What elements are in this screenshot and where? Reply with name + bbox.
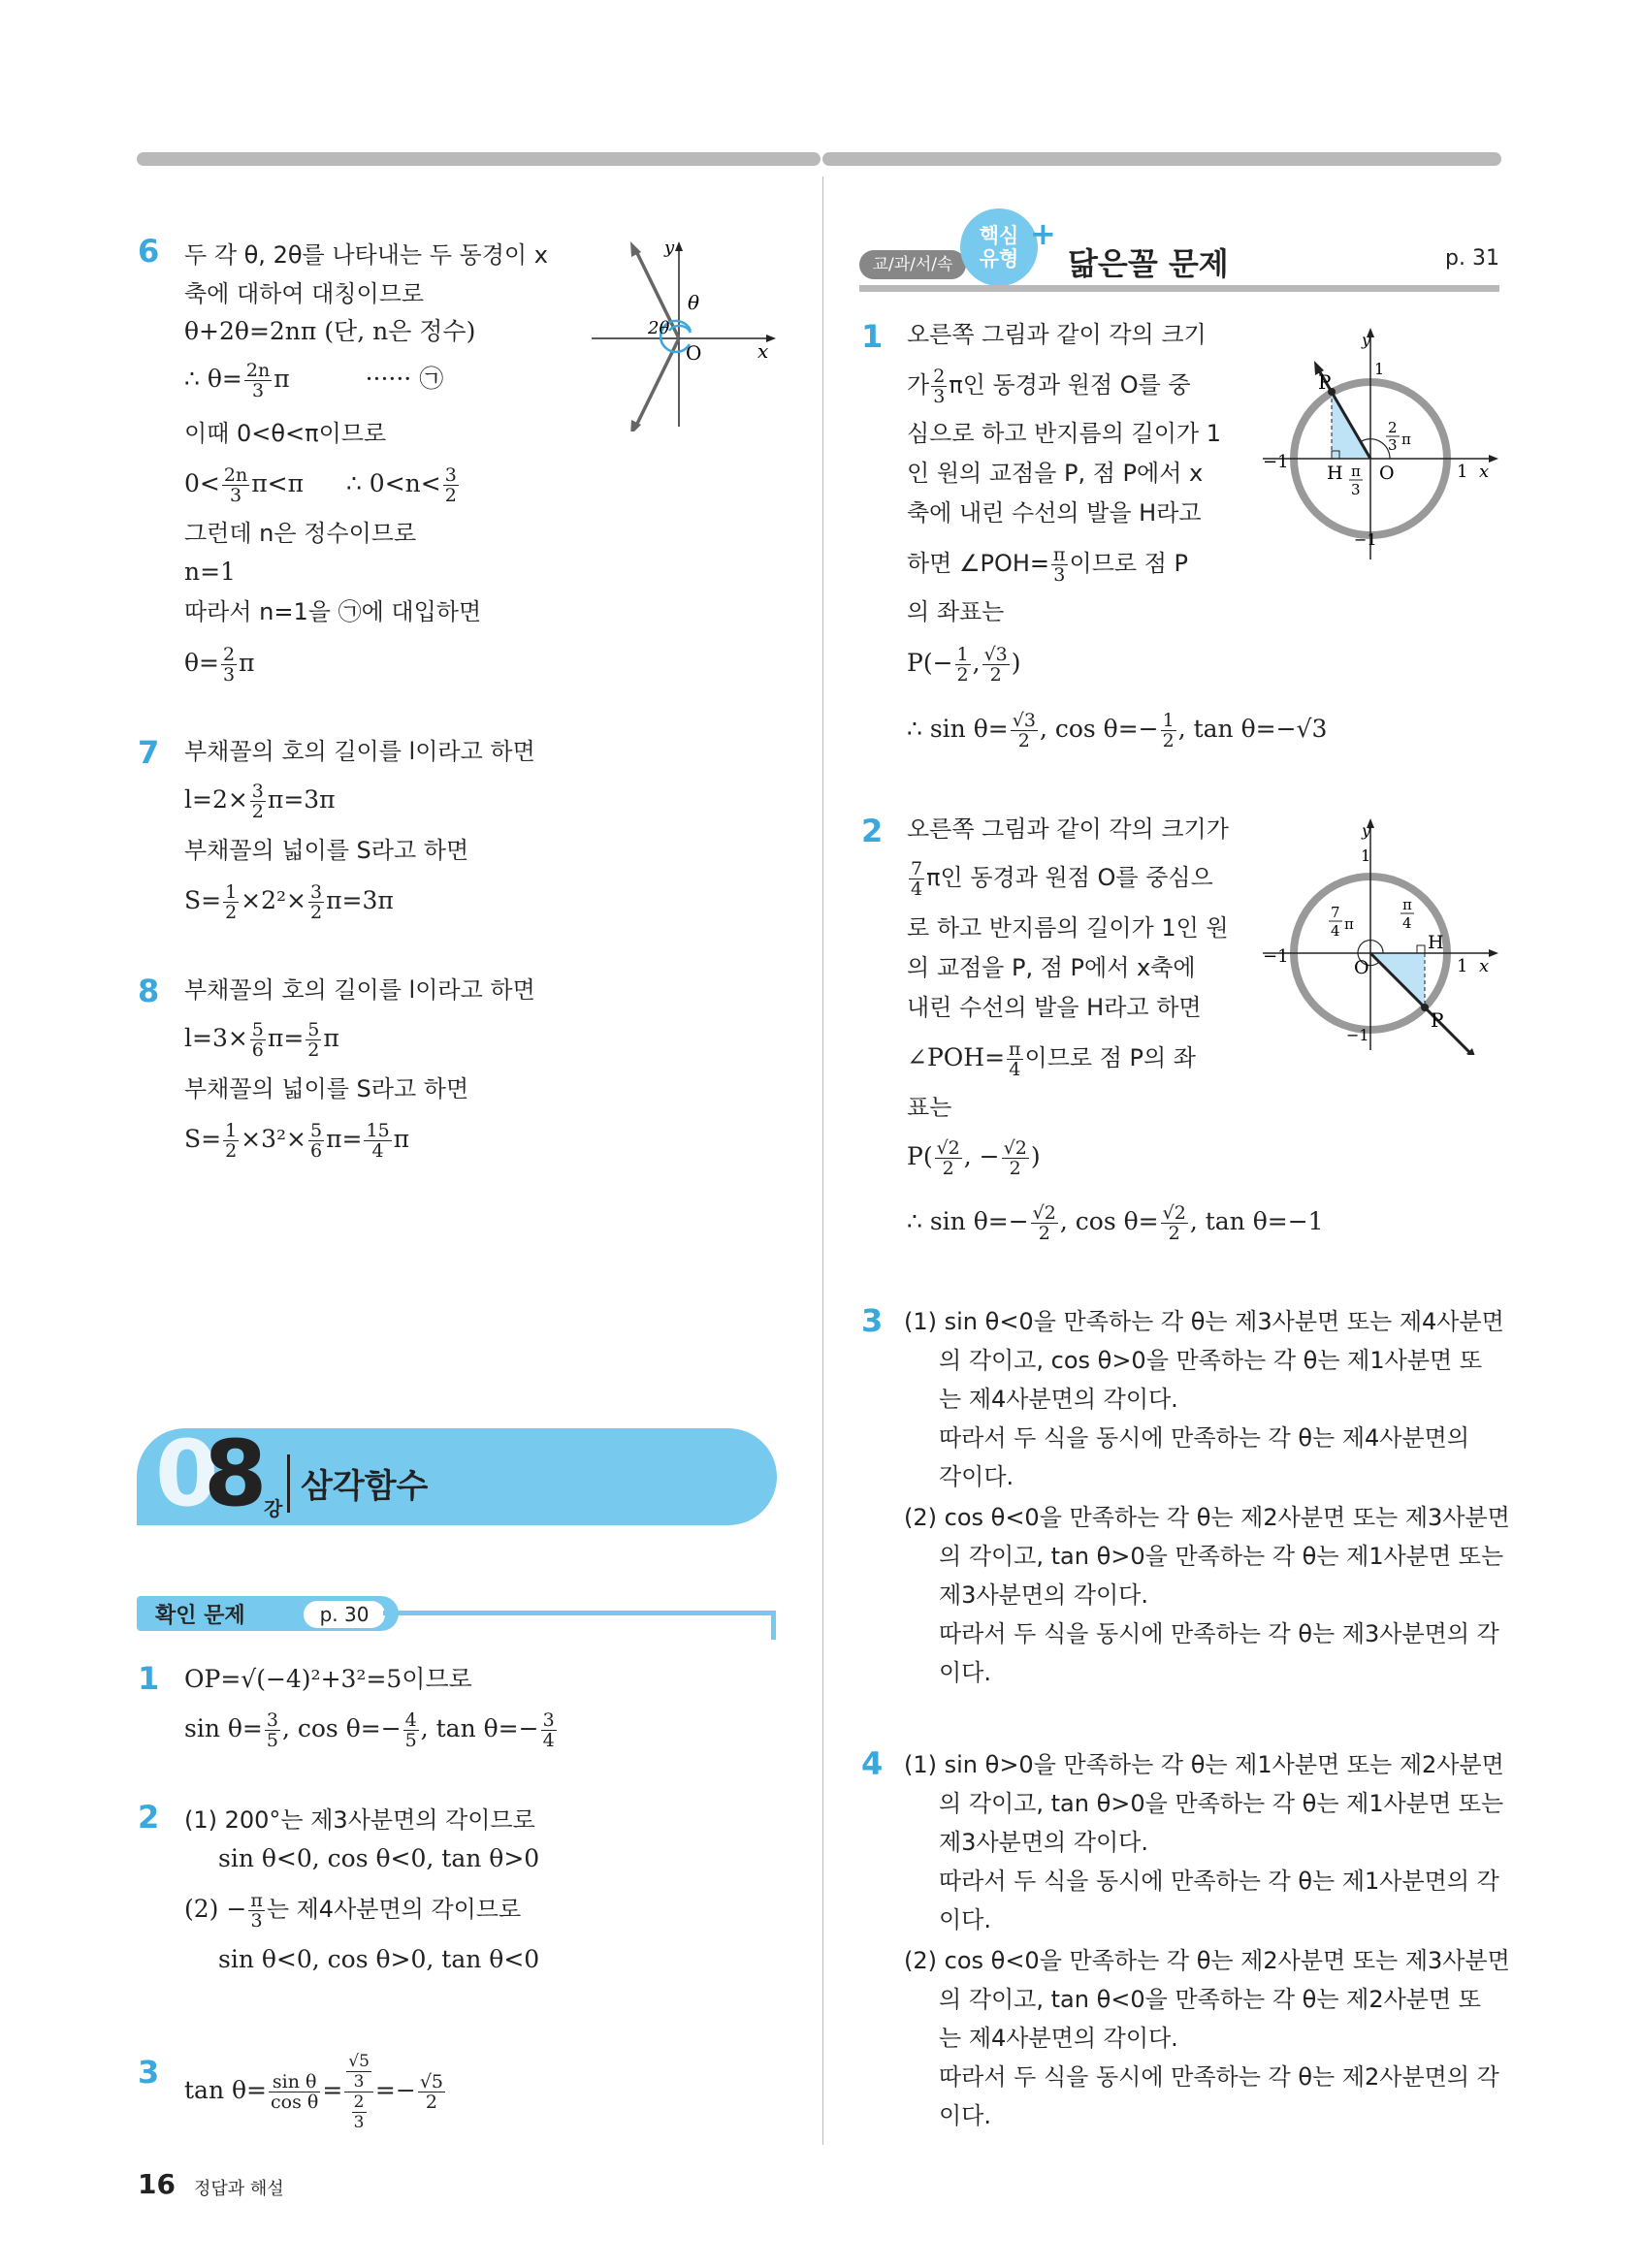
similar-problems-title: 닮은꼴 문제: [1068, 245, 1229, 282]
similar-problems-page: p. 31: [1445, 246, 1499, 271]
c2-line-3: (2) − $\frac{\pi}{3}$ 는 제4사분면의 각이므로: [184, 1890, 522, 1932]
q2-line-8: P( $\frac{√2}{2}$ , − $\frac{√2}{2}$ ): [907, 1137, 1041, 1179]
q1-fig-h: H: [1327, 463, 1343, 484]
p7-line-1: 부채꼴의 호의 길이를 l이라고 하면: [184, 738, 535, 765]
q2-fig-angle-den: 4: [1331, 922, 1340, 940]
q1-fig-small-num: π: [1351, 463, 1361, 480]
q2-line-1: 오른쪽 그림과 같이 각의 크기가: [907, 815, 1229, 843]
q3-line-2: 의 각이고, cos θ>0을 만족하는 각 θ는 제1사분면 또: [939, 1347, 1483, 1374]
c2-line-1: (1) 200°는 제3사분면의 각이므로: [184, 1806, 535, 1834]
q3-line-1: (1) sin θ<0을 만족하는 각 θ는 제3사분면 또는 제4사분면: [904, 1308, 1504, 1335]
footer-label: 정답과 해설: [194, 2179, 284, 2199]
section-title: 삼각함수: [301, 1467, 429, 1506]
check-2-number: 2: [138, 1799, 160, 1836]
q3-line-8: 제3사분면의 각이다.: [939, 1581, 1148, 1609]
q3-line-9: 따라서 두 식을 동시에 만족하는 각 θ는 제3사분면의 각: [939, 1620, 1499, 1647]
q2-fig-x: x: [1479, 956, 1490, 976]
q2-line-3: 로 하고 반지름의 길이가 1인 원: [907, 914, 1229, 942]
p8-line-1: 부채꼴의 호의 길이를 l이라고 하면: [184, 976, 535, 1004]
q4-line-6: (2) cos θ<0을 만족하는 각 θ는 제2사분면 또는 제3사분면: [904, 1947, 1510, 1974]
q2-line-2: $\frac{7}{4}$ π인 동경과 원점 O를 중심으: [911, 858, 1213, 900]
q2-fig-small-num: π: [1402, 896, 1412, 913]
p8-line-4: S= $\frac{1}{2}$ ×3²× $\frac{5}{6}$ π= $\frac{15}{4}$ π: [184, 1120, 410, 1162]
check-3-number: 3: [138, 2054, 160, 2091]
check-tab-rule-end: [771, 1611, 776, 1640]
q1-line-8: P(− $\frac{1}{2}$ , $\frac{√3}{2}$ ): [907, 644, 1021, 686]
q2-unit-circle-figure: [1261, 813, 1503, 1055]
fig6-origin-label: O: [686, 341, 702, 365]
question-2-number: 2: [861, 813, 884, 849]
q1-fig-one-top: 1: [1374, 360, 1385, 378]
q4-line-3: 제3사분면의 각이다.: [939, 1829, 1148, 1856]
q4-line-9: 따라서 두 식을 동시에 만족하는 각 θ는 제2사분면의 각: [939, 2063, 1499, 2091]
p6-line-5: 이때 0<θ<π이므로: [184, 420, 387, 447]
section-divider-bar: [287, 1454, 290, 1513]
p6-line-6: 0< $\frac{2n}{3}$ π<π ∴ 0<n< $\frac{3}{2}$: [184, 464, 457, 506]
p7-line-4: S= $\frac{1}{2}$ ×2²× $\frac{3}{2}$ π=3π: [184, 881, 394, 923]
q1-fig-one-right: 1: [1457, 462, 1468, 482]
q4-line-8: 는 제4사분면의 각이다.: [939, 2025, 1178, 2052]
q1-line-6: 하면 ∠POH= $\frac{\pi}{3}$ 이므로 점 P: [907, 544, 1189, 586]
q1-fig-o: O: [1379, 463, 1395, 484]
q4-line-5: 이다.: [939, 1906, 991, 1933]
q1-line-7: 의 좌표는: [907, 598, 1005, 625]
q3-line-3: 는 제4사분면의 각이다.: [939, 1386, 1178, 1413]
q2-fig-p: P: [1431, 1008, 1444, 1032]
p8-line-2: l=3× $\frac{5}{6}$ π= $\frac{5}{2}$ π: [184, 1019, 339, 1061]
q1-line-4: 인 원의 교점을 P, 점 P에서 x: [907, 460, 1204, 487]
q2-fig-o: O: [1354, 957, 1369, 978]
p7-line-2: l=2× $\frac{3}{2}$ π=3π: [184, 781, 336, 822]
q1-fig-x: x: [1479, 462, 1490, 482]
fig6-x-label: x: [757, 339, 769, 363]
check-problems-label: 확인 문제: [155, 1604, 245, 1628]
check-tab-rule: [383, 1611, 771, 1615]
top-rule-right: [822, 152, 1501, 166]
c1-line-2: sin θ= $\frac{3}{5}$ , cos θ=− $\frac{4}{5}$ , tan θ=− $\frac{3}{4}$: [184, 1709, 555, 1751]
q1-line-3: 심으로 하고 반지름의 길이가 1: [907, 420, 1221, 447]
q2-fig-y: y: [1362, 821, 1371, 840]
q1-fig-small-den: 3: [1351, 481, 1361, 498]
q2-line-4: 의 교점을 P, 점 P에서 x축에: [907, 954, 1196, 981]
q1-unit-circle-figure: [1261, 322, 1503, 564]
p6-line-10: θ= $\frac{2}{3}$ π: [184, 644, 255, 686]
q2-fig-angle-pi: π: [1344, 915, 1354, 933]
q3-line-4: 따라서 두 식을 동시에 만족하는 각 θ는 제4사분면의: [939, 1424, 1470, 1452]
column-divider: [822, 176, 823, 2145]
check-1-number: 1: [138, 1660, 160, 1697]
problem-7-number: 7: [138, 734, 160, 771]
section-gang-label: 강: [264, 1497, 283, 1520]
check-problems-page: p. 30: [304, 1601, 385, 1628]
q3-line-5: 각이다.: [939, 1463, 1014, 1490]
q2-fig-one-right: 1: [1457, 956, 1468, 976]
fig6-y-label: y: [664, 238, 675, 258]
fig6-2theta-label: 2θ: [648, 318, 670, 338]
problem-8-number: 8: [138, 973, 160, 1009]
page-number: 16: [138, 2168, 176, 2200]
q1-fig-y: y: [1362, 331, 1371, 349]
c2-line-2: sin θ<0, cos θ<0, tan θ>0: [218, 1844, 540, 1872]
q2-fig-neg-bottom: −1: [1346, 1026, 1369, 1044]
q1-fig-angle-num: 2: [1388, 419, 1398, 436]
q2-line-5: 내린 수선의 발을 H라고 하면: [907, 994, 1202, 1021]
textbook-label: 교/과/서/속: [859, 250, 966, 279]
p6-line-9: 따라서 n=1을 ㉠에 대입하면: [184, 598, 482, 625]
q2-fig-one-top: 1: [1361, 847, 1371, 865]
q2-line-9: ∴ sin θ=− $\frac{√2}{2}$ , cos θ= $\frac{√2}{2}$ , tan θ=−1: [907, 1202, 1324, 1244]
q2-line-6: ∠POH= $\frac{\pi}{4}$ 이므로 점 P의 좌: [907, 1038, 1196, 1080]
q2-fig-angle-num: 7: [1331, 904, 1340, 921]
q1-fig-angle-pi: π: [1401, 431, 1411, 448]
similar-problems-rule: [859, 285, 1499, 292]
fig6-theta-label: θ: [688, 291, 700, 314]
section-number: 8: [204, 1421, 268, 1527]
q2-line-7: 표는: [907, 1094, 952, 1121]
q1-fig-p: P: [1318, 370, 1332, 394]
q1-line-1: 오른쪽 그림과 같이 각의 크기: [907, 321, 1207, 348]
core-type-badge: 핵심 유형: [960, 208, 1038, 286]
p7-line-3: 부채꼴의 넓이를 S라고 하면: [184, 837, 469, 864]
c1-line-1: OP=√(−4)²+3²=5이므로: [184, 1665, 472, 1693]
q3-line-10: 이다.: [939, 1659, 991, 1686]
p6-line-2: 축에 대하여 대칭이므로: [184, 280, 425, 307]
p8-line-3: 부채꼴의 넓이를 S라고 하면: [184, 1075, 469, 1102]
q2-fig-h: H: [1428, 932, 1444, 953]
section-number-zero: 0: [155, 1421, 219, 1527]
question-3-number: 3: [861, 1302, 884, 1339]
q2-fig-neg-left: −1: [1263, 946, 1289, 967]
q3-line-7: 의 각이고, tan θ>0을 만족하는 각 θ는 제1사분면 또는: [939, 1543, 1504, 1570]
q1-line-2: 가 $\frac{2}{3}$ π인 동경과 원점 O를 중: [907, 366, 1191, 407]
q4-line-10: 이다.: [939, 2102, 991, 2129]
question-4-number: 4: [861, 1745, 884, 1782]
p6-line-8: n=1: [184, 558, 236, 586]
top-rule-left: [137, 152, 821, 166]
q3-line-6: (2) cos θ<0을 만족하는 각 θ는 제2사분면 또는 제3사분면: [904, 1504, 1510, 1531]
q1-line-5: 축에 내린 수선의 발을 H라고: [907, 499, 1202, 527]
q1-fig-neg-bottom: −1: [1354, 530, 1377, 549]
p6-line-4: ∴ θ= $\frac{2n}{3}$ π ······ ㉠: [184, 360, 444, 401]
q4-line-2: 의 각이고, tan θ>0을 만족하는 각 θ는 제1사분면 또는: [939, 1790, 1504, 1817]
c3-line: tan θ= $\frac{\text{sin θ}}{\text{cos θ}}$ = $\frac{\frac{√5}{3}}{\frac{2}{3}}$ =− $\frac{√5}{2}$: [184, 2052, 444, 2132]
q2-fig-small-den: 4: [1402, 914, 1412, 932]
question-1-number: 1: [861, 318, 884, 355]
q4-line-1: (1) sin θ>0을 만족하는 각 θ는 제1사분면 또는 제2사분면: [904, 1751, 1504, 1778]
p6-line-3: θ+2θ=2nπ (단, n은 정수): [184, 317, 476, 345]
q4-line-4: 따라서 두 식을 동시에 만족하는 각 θ는 제1사분면의 각: [939, 1868, 1499, 1895]
p6-line-7: 그런데 n은 정수이므로: [184, 520, 417, 547]
p6-line-1: 두 각 θ, 2θ를 나타내는 두 동경이 x: [184, 241, 548, 269]
q1-line-9: ∴ sin θ= $\frac{√3}{2}$ , cos θ=− $\frac{1}{2}$ , tan θ=−√3: [907, 710, 1328, 751]
q4-line-7: 의 각이고, tan θ<0을 만족하는 각 θ는 제2사분면 또: [939, 1986, 1481, 2013]
p6-angle-figure: [587, 238, 781, 431]
q1-fig-angle-den: 3: [1388, 436, 1398, 454]
problem-6-number: 6: [138, 233, 160, 270]
q1-fig-neg-left: −1: [1263, 452, 1289, 472]
core-plus-icon: +: [1030, 215, 1056, 252]
c2-line-4: sin θ<0, cos θ>0, tan θ<0: [218, 1945, 540, 1973]
